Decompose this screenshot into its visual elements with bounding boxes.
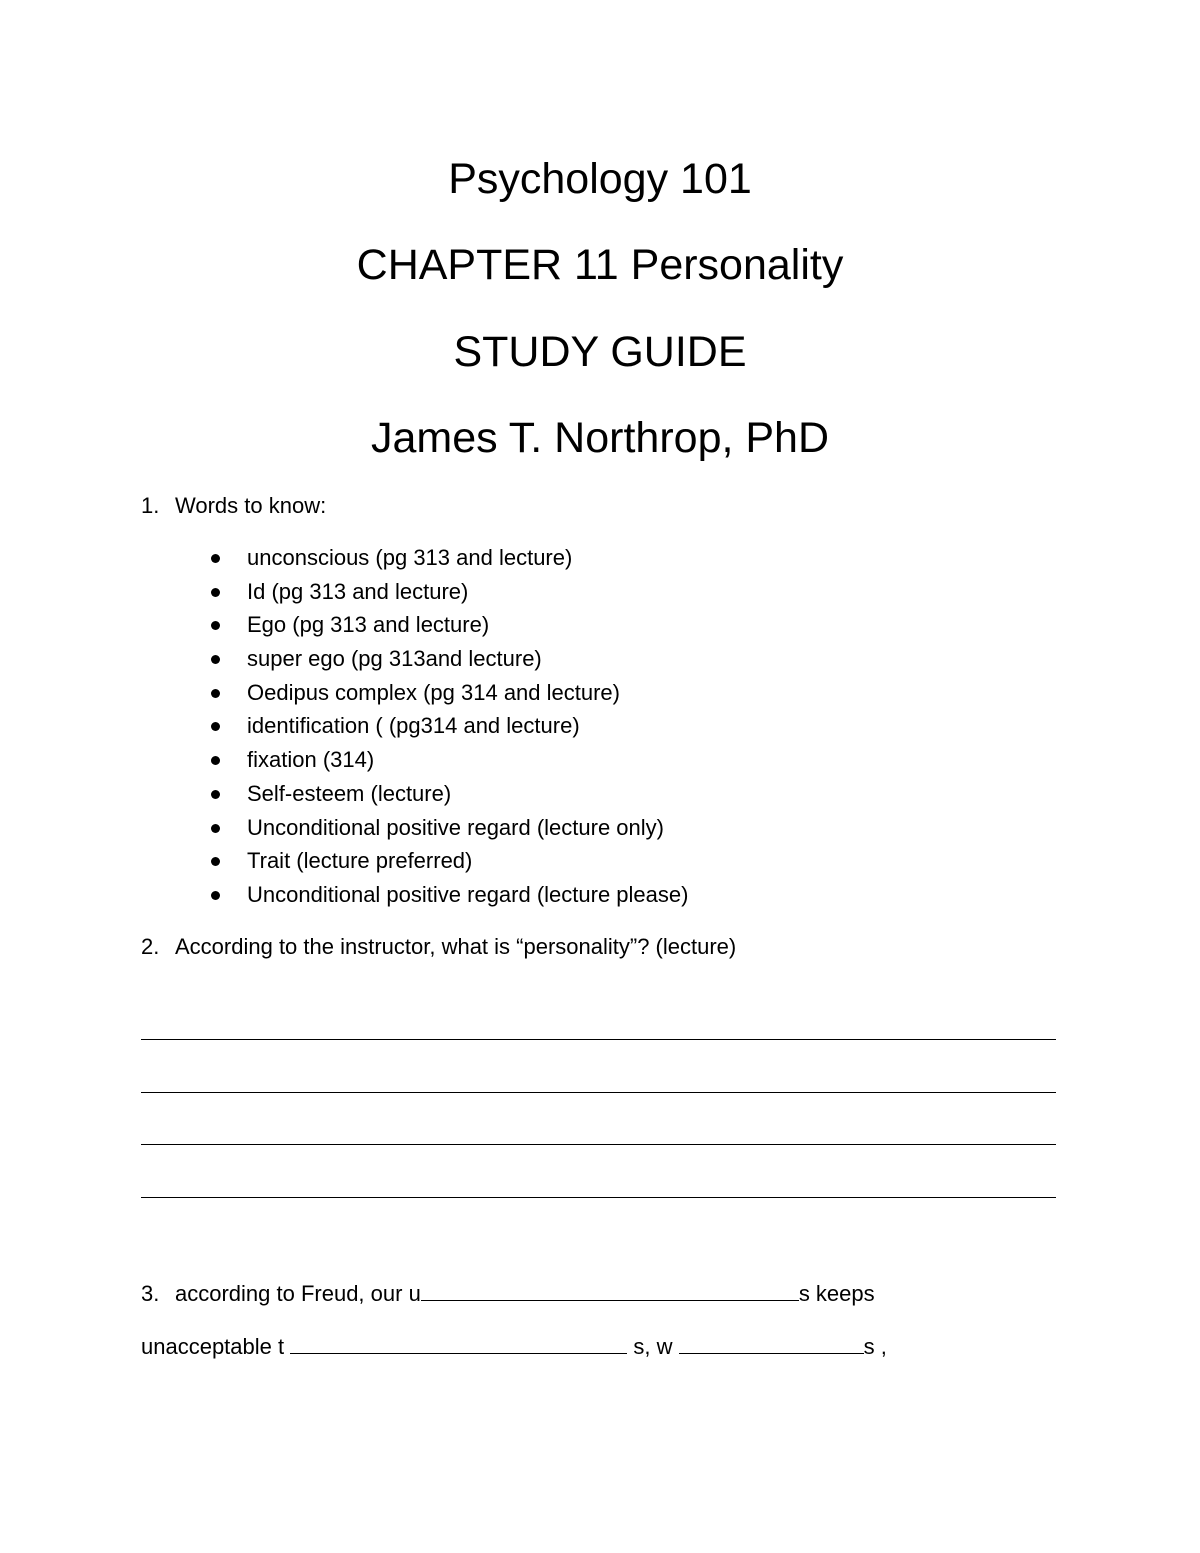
bullet-icon bbox=[211, 588, 220, 597]
question-2-number: 2. bbox=[141, 934, 160, 959]
question-3-text-a: according to Freud, our u bbox=[175, 1281, 421, 1306]
fill-blank-w[interactable] bbox=[679, 1331, 864, 1354]
question-3-text-b: s keeps bbox=[798, 1281, 875, 1306]
question-3-line-2 bbox=[141, 1331, 887, 1362]
term-text: Trait (lecture preferred) bbox=[247, 848, 473, 874]
question-3-text-d: s, w bbox=[627, 1334, 679, 1359]
term-text: super ego (pg 313and lecture) bbox=[247, 646, 542, 672]
question-3-text-e: s , bbox=[863, 1334, 887, 1359]
term-text: unconscious (pg 313 and lecture) bbox=[247, 545, 573, 570]
question-1-number: 1. bbox=[141, 493, 160, 518]
answer-line[interactable] bbox=[141, 1039, 1056, 1040]
bullet-icon bbox=[211, 554, 220, 563]
bullet-icon bbox=[211, 790, 220, 799]
bullet-icon bbox=[211, 722, 220, 731]
term-text: Oedipus complex (pg 314 and lecture) bbox=[247, 679, 620, 705]
bullet-icon bbox=[211, 824, 220, 833]
question-1-prompt: Words to know: bbox=[175, 493, 327, 518]
term-text: Unconditional positive regard (lecture only) bbox=[247, 814, 664, 840]
term-text: identification ( (pg314 and lecture) bbox=[247, 713, 580, 739]
answer-line[interactable] bbox=[141, 1144, 1056, 1145]
bullet-icon bbox=[211, 621, 220, 630]
chapter-title: CHAPTER 11 Personality bbox=[356, 241, 844, 289]
fill-blank-u[interactable] bbox=[421, 1278, 799, 1301]
author-name: James T. Northrop, PhD bbox=[370, 414, 830, 462]
guide-title: STUDY GUIDE bbox=[453, 328, 747, 376]
term-text: Unconditional positive regard (lecture please) bbox=[247, 881, 689, 907]
answer-line[interactable] bbox=[141, 1092, 1056, 1093]
question-1 bbox=[141, 491, 326, 521]
bullet-icon bbox=[211, 857, 220, 866]
term-text: Self-esteem (lecture) bbox=[247, 780, 452, 806]
question-3 bbox=[141, 1278, 875, 1309]
answer-line[interactable] bbox=[141, 1197, 1056, 1198]
question-3-number: 3. bbox=[141, 1281, 160, 1306]
question-2 bbox=[141, 932, 736, 962]
term-text: Ego (pg 313 and lecture) bbox=[247, 612, 490, 638]
term-text: fixation (314) bbox=[247, 747, 375, 773]
fill-blank-t[interactable] bbox=[290, 1331, 627, 1354]
bullet-icon bbox=[211, 689, 220, 698]
bullet-icon bbox=[211, 891, 220, 900]
question-2-prompt: According to the instructor, what is “personality”? (lecture) bbox=[175, 934, 737, 959]
bullet-icon bbox=[211, 655, 220, 664]
bullet-icon bbox=[211, 756, 220, 765]
course-title: Psychology 101 bbox=[448, 155, 752, 203]
term-text: Id (pg 313 and lecture) bbox=[247, 578, 469, 604]
question-3-text-c: unacceptable t bbox=[141, 1334, 291, 1359]
